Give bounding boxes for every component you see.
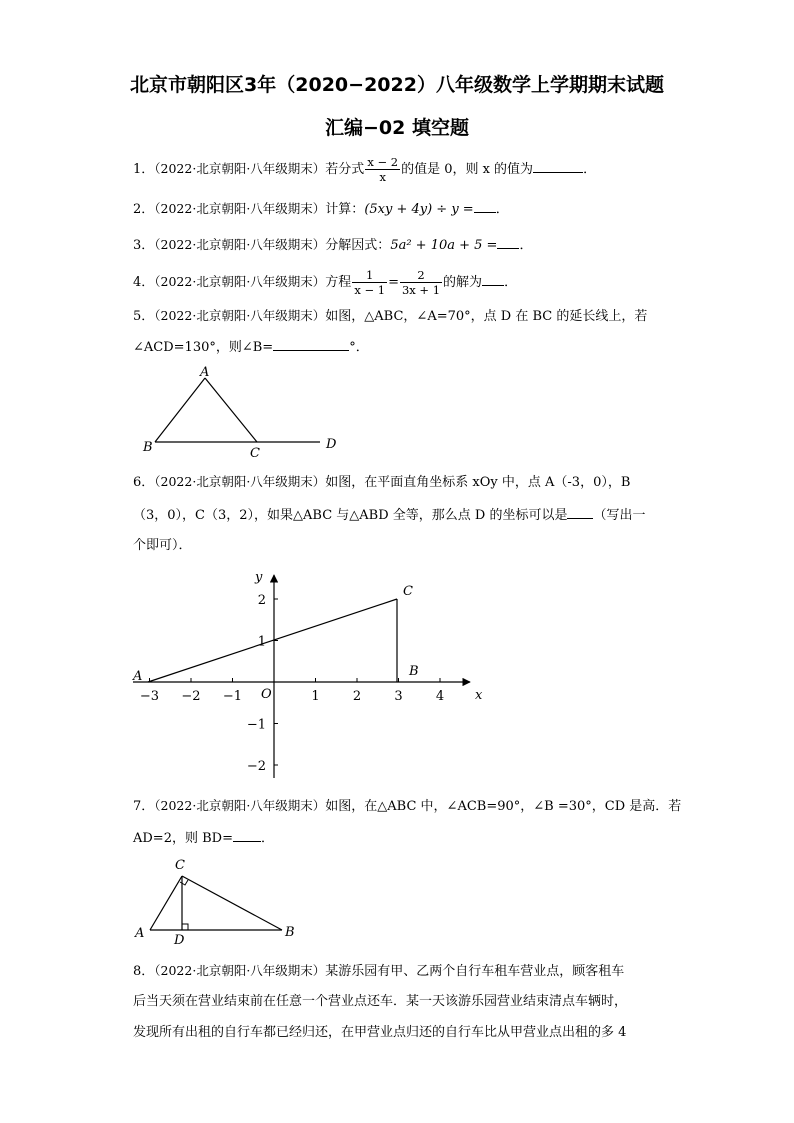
q4-f2-den: 3x + 1 — [401, 283, 441, 297]
q8-text-a: 某游乐园有甲、乙两个自行车租车营业点，顾客租车 — [325, 964, 625, 979]
q8-line2: 后当天须在营业结束前在任意一个营业点还车．某一天该游乐园营业结束清点车辆时， — [133, 994, 628, 1009]
q5-triangle-figure — [130, 362, 350, 462]
q3-source: （2022·北京朝阳·八年级期末） — [154, 237, 326, 252]
q6-y-tick-label: −2 — [246, 759, 266, 774]
q1-text-b: 的值是 0，则 x 的值为 — [401, 162, 534, 177]
q6-text-a: 如图，在平面直角坐标系 xOy 中，点 A（-3，0），B — [325, 475, 631, 490]
q6-x-label: x — [475, 688, 483, 703]
q6-y-label: y — [255, 570, 263, 585]
q4-f2-num: 2 — [400, 268, 442, 283]
q6-x-tick-label: 1 — [311, 689, 320, 704]
q4-number: 4． — [133, 275, 155, 290]
q7-side-ac — [150, 876, 182, 930]
q6-line2: （3，0），C（3，2），如果△ABC 与△ABD 全等，那么点 D 的坐标可以是 — [133, 508, 568, 523]
q2-number: 2． — [133, 202, 155, 217]
question-8-line2 — [133, 992, 627, 1012]
q6-x-tick-label: −2 — [181, 689, 201, 704]
q4-equals: = — [388, 275, 399, 290]
q1-number: 1． — [133, 162, 155, 177]
q4-f1-den: x − 1 — [354, 283, 386, 297]
question-8 — [133, 961, 624, 982]
q1-end: ． — [583, 162, 597, 177]
q7-number: 7． — [133, 799, 155, 814]
q4-fraction-2 — [400, 268, 442, 297]
q7-label-b: B — [285, 925, 295, 940]
q6-x-tick-label: 4 — [435, 689, 445, 704]
q2-text-a: 计算： — [325, 202, 365, 217]
q5-number: 5． — [133, 309, 155, 324]
q3-end: ． — [519, 238, 533, 253]
q5-answer-blank[interactable] — [273, 336, 349, 351]
q7-right-angle-d — [182, 924, 188, 930]
q7-source: （2022·北京朝阳·八年级期末） — [154, 798, 326, 813]
q7-answer-blank[interactable] — [233, 827, 261, 842]
q6-x-tick-label: 3 — [394, 689, 403, 704]
q4-source: （2022·北京朝阳·八年级期末） — [154, 274, 326, 289]
question-2 — [133, 198, 509, 220]
question-3 — [133, 234, 532, 256]
q7-label-c: C — [175, 858, 185, 873]
q6-number: 6． — [133, 475, 155, 490]
q7-side-cb — [182, 876, 282, 930]
question-1 — [133, 155, 596, 184]
question-7-line2 — [133, 827, 274, 849]
question-7 — [133, 796, 681, 817]
q8-number: 8． — [133, 964, 155, 979]
q5-end: °． — [349, 340, 369, 355]
document-title-line2: 汇编−02 填空题 — [325, 117, 469, 139]
q3-expression: 5a² + 10a + 5 = — [390, 238, 498, 253]
question-4 — [133, 268, 517, 297]
q1-frac-den: x — [379, 170, 386, 184]
q6-source: （2022·北京朝阳·八年级期末） — [154, 474, 326, 489]
q3-answer-blank[interactable] — [497, 234, 519, 249]
q1-source: （2022·北京朝阳·八年级期末） — [154, 161, 326, 176]
question-5-line2 — [133, 336, 369, 358]
q3-number: 3． — [133, 238, 155, 253]
q1-answer-blank[interactable] — [533, 158, 583, 173]
q6-line3: 个即可）． — [133, 538, 192, 553]
q5-side-ab — [155, 378, 205, 442]
q5-text-a: 如图，△ABC，∠A=70°，点 D 在 BC 的延长线上，若 — [325, 309, 648, 324]
q5-line2: ∠ACD=130°，则∠B= — [133, 340, 274, 355]
q4-text-a: 方程 — [325, 275, 352, 290]
q4-fraction-1 — [352, 268, 387, 297]
q8-line3: 发现所有出租的自行车都已经归还，在甲营业点归还的自行车比从甲营业点出租的多 4 — [133, 1025, 627, 1040]
q6-label-c: C — [403, 584, 413, 599]
question-6-line2 — [133, 504, 646, 526]
q1-text-a: 若分式 — [325, 162, 365, 177]
q6-y-tick-label: 2 — [257, 593, 266, 608]
q6-x-tick-label: 2 — [352, 689, 362, 704]
q2-end: ． — [495, 202, 509, 217]
q7-label-a: A — [135, 926, 145, 941]
question-6 — [133, 472, 630, 493]
q7-right-angle-c — [180, 880, 188, 885]
document-title-line1: 北京市朝阳区3年（2020−2022）八年级数学上学期期末试题 — [130, 74, 664, 96]
question-8-line3 — [133, 1023, 626, 1043]
q7-line2: AD=2，则 BD= — [133, 831, 233, 846]
q3-text-a: 分解因式： — [325, 238, 391, 253]
q2-expression: (5xy + 4y) ÷ y = — [364, 202, 474, 217]
q5-source: （2022·北京朝阳·八年级期末） — [154, 308, 326, 323]
q5-label-d: D — [326, 437, 337, 452]
q6-y-tick-label: 1 — [257, 634, 266, 650]
q7-label-d: D — [174, 933, 185, 947]
q6-x-tick-label: −1 — [222, 689, 243, 704]
q5-label-c: C — [250, 446, 260, 461]
q2-answer-blank[interactable] — [474, 198, 496, 213]
question-6-line3 — [133, 536, 192, 556]
q2-source: （2022·北京朝阳·八年级期末） — [154, 201, 326, 216]
q4-answer-blank[interactable] — [482, 271, 504, 286]
q6-label-a: A — [133, 669, 143, 684]
q5-side-ac — [205, 378, 257, 442]
q7-end: ． — [260, 831, 274, 846]
q8-source: （2022·北京朝阳·八年级期末） — [154, 963, 326, 978]
q5-label-b: B — [143, 440, 153, 455]
q4-f1-num: 1 — [352, 268, 387, 283]
q6-y-tick-label: −1 — [246, 717, 266, 733]
q6-coordinate-graph — [125, 565, 495, 785]
q6-x-tick-label: −3 — [139, 689, 160, 704]
q5-label-a: A — [200, 365, 210, 380]
q6-origin-label: O — [261, 687, 272, 702]
q1-fraction — [365, 155, 400, 184]
q1-frac-num: x − 2 — [367, 155, 399, 169]
q6-segment-ac — [148, 599, 397, 682]
q6-ticks — [140, 593, 444, 774]
q6-line2-end: （写出一 — [593, 508, 646, 523]
q6-label-b: B — [409, 664, 419, 679]
question-5 — [133, 306, 647, 327]
q6-answer-blank[interactable] — [567, 504, 593, 519]
q4-text-b: 的解为 — [443, 275, 483, 290]
q7-text-a: 如图，在△ABC 中，∠ACB=90°，∠B =30°，CD 是高．若 — [325, 799, 682, 814]
q7-triangle-figure — [130, 852, 310, 947]
q4-end: ． — [504, 275, 518, 290]
